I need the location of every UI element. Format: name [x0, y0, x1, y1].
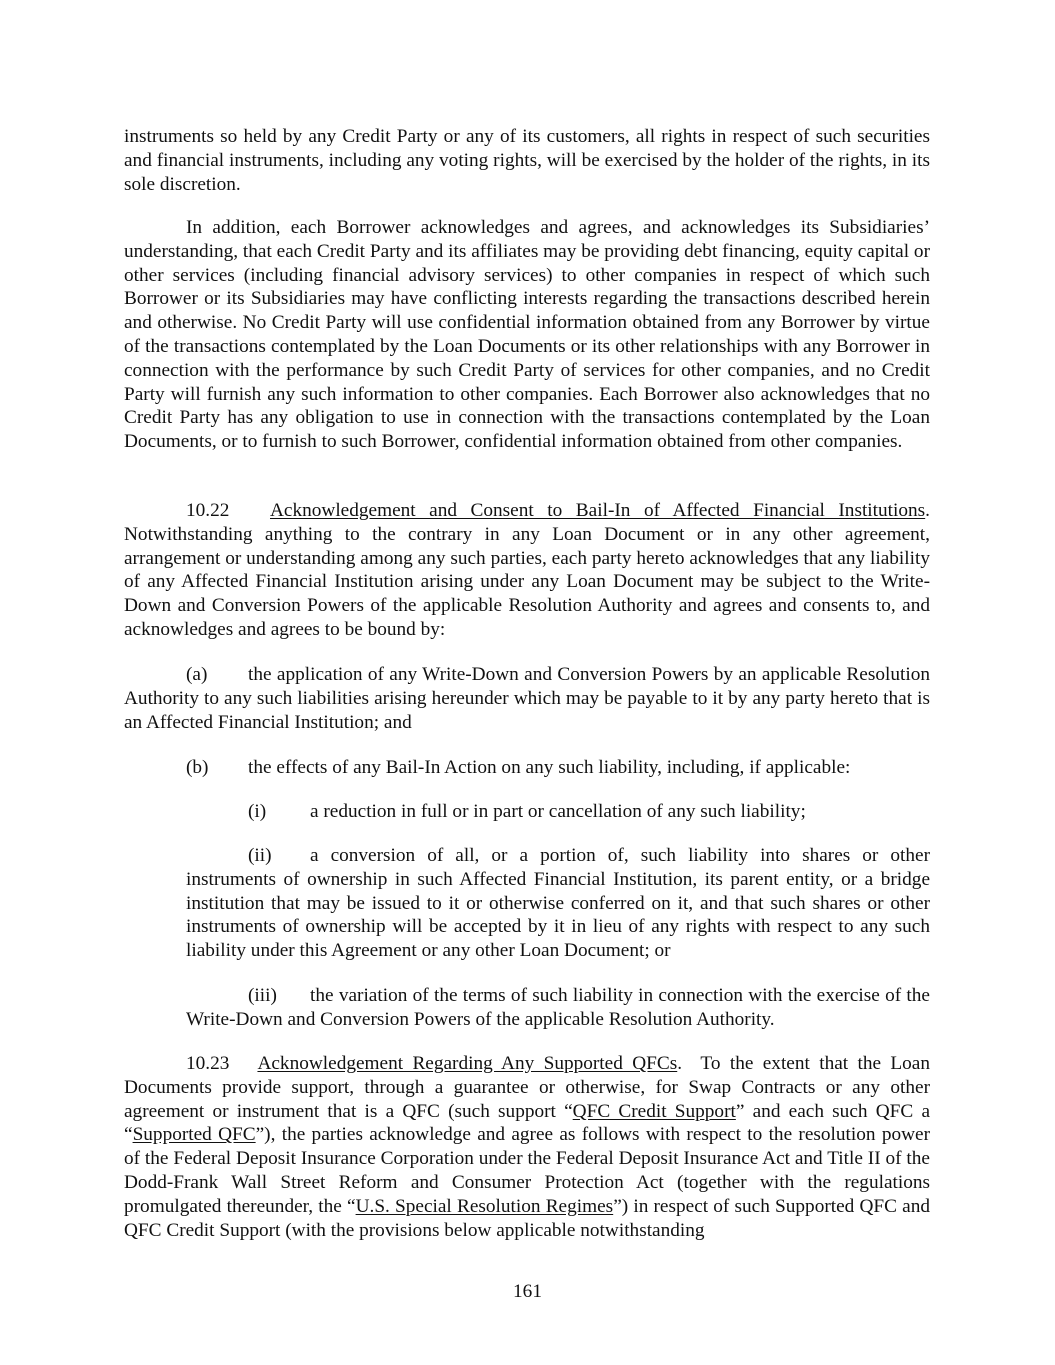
heading-period: . [925, 500, 930, 521]
clause-i [186, 800, 930, 824]
clause-text: a conversion of all, or a portion of, such liability into shares or other instruments of ownership in such Affected Financial Institution, its parent entity, or a bridge institution that may be issued to it or otherwise conferred on it, and that such shares or other instruments of ownership will be accepted by it in lieu of any rights with respect to any such liability under this Agreement or any other Loan Document; or [186, 845, 930, 962]
paragraph-text: In addition, each Borrower acknowledges and agrees, and acknowledges its Subsidiaries’ understanding, that each Credit Party and its affiliates may be providing debt financing, equity capital or other services (including financial advisory services) to other companies in respect of which such Borrower or its Subsidiaries may have conflicting interests regarding the transactions described herein and otherwise. No Credit Party will use confidential information obtained from any Borrower by virtue of the transactions contemplated by the Loan Documents or its other relationships with any Borrower in connection with the performance by such Credit Party of services for other companies, and no Credit Party will furnish any such information to other companies. Each Borrower also acknowledges that no Credit Party has any obligation to use in connection with the transactions contemplated by the Loan Documents, or to furnish to such Borrower, confidential information obtained from other companies. [124, 217, 930, 453]
clause-text: the application of any Write-Down and Conversion Powers by an applicable Resolution Authority to any such liabilities arising hereunder which may be payable to it by any party hereto that is an Affected Financial Institution; and [124, 664, 930, 733]
heading-period: . [677, 1053, 683, 1074]
section-10-22 [124, 499, 930, 642]
clause-a [124, 663, 930, 734]
clause-text: the variation of the terms of such liability in connection with the exercise of the Write-Down and Conversion Powers of the applicable Resolution Authority. [186, 985, 930, 1030]
section-number: 10.22 [186, 500, 230, 521]
clause-ii [186, 844, 930, 963]
defined-term: QFC Credit Support [572, 1100, 736, 1122]
clause-text: a reduction in full or in part or cancellation of any such liability; [310, 801, 806, 822]
section-10-23 [124, 1052, 930, 1242]
clause-label: (i) [248, 801, 267, 822]
clause-label: (ii) [248, 845, 272, 866]
clause-label: (a) [186, 664, 208, 685]
section-number: 10.23 [186, 1053, 230, 1074]
clause-text: the effects of any Bail-In Action on any such liability, including, if applicable: [248, 757, 851, 778]
section-heading: Acknowledgement Regarding Any Supported QFCs [257, 1053, 678, 1074]
section-text: ”), the parties acknowledge and agree as follows with respect to the resolution power of the Federal Deposit Insurance Corporation under the Federal Deposit Insurance Act and Title II of the Dodd-Frank Wall Street Reform and Consumer Protection Act (together with the regulations promulgated thereunder, the “ [124, 1124, 930, 1217]
section-text: ” and each such QFC a “ [124, 1100, 931, 1146]
section-text: Notwithstanding anything to the contrary in any Loan Document or in any other agreement, arrangement or understanding among any such parties, each party hereto acknowledges that any liability of any Affected Financial Institution arising under any Loan Document may be subject to the Write-Down and Conversion Powers of the applicable Resolution Authority and agrees and consents to, and acknowledges and agrees to be bound by: [124, 523, 930, 640]
section-text: ”) in respect of such Supported QFC and QFC Credit Support (with the provisions below applicable notwithstanding [124, 1195, 931, 1241]
page-number: 161 [513, 1281, 542, 1302]
paragraph-borrower-acknowledgement [124, 216, 930, 454]
defined-term: U.S. Special Resolution Regimes [355, 1195, 614, 1217]
paragraph-continuation [124, 125, 930, 196]
paragraph-text: instruments so held by any Credit Party or any of its customers, all rights in respect of such securities and financial instruments, including any voting rights, will be exercised by the holder of the rights, in its sole discretion. [124, 126, 930, 195]
clause-iii [186, 984, 930, 1032]
clause-label: (b) [186, 757, 209, 778]
clause-b [124, 756, 930, 780]
section-heading: Acknowledgement and Consent to Bail-In of Affected Financial Institutions [270, 500, 926, 521]
section-text: To the extent that the Loan Documents provide support, through a guarantee or otherwise, for Swap Contracts or any other agreement or instrument that is a QFC (such support “ [124, 1053, 930, 1122]
clause-label: (iii) [248, 985, 277, 1006]
defined-term: Supported QFC [132, 1124, 256, 1146]
